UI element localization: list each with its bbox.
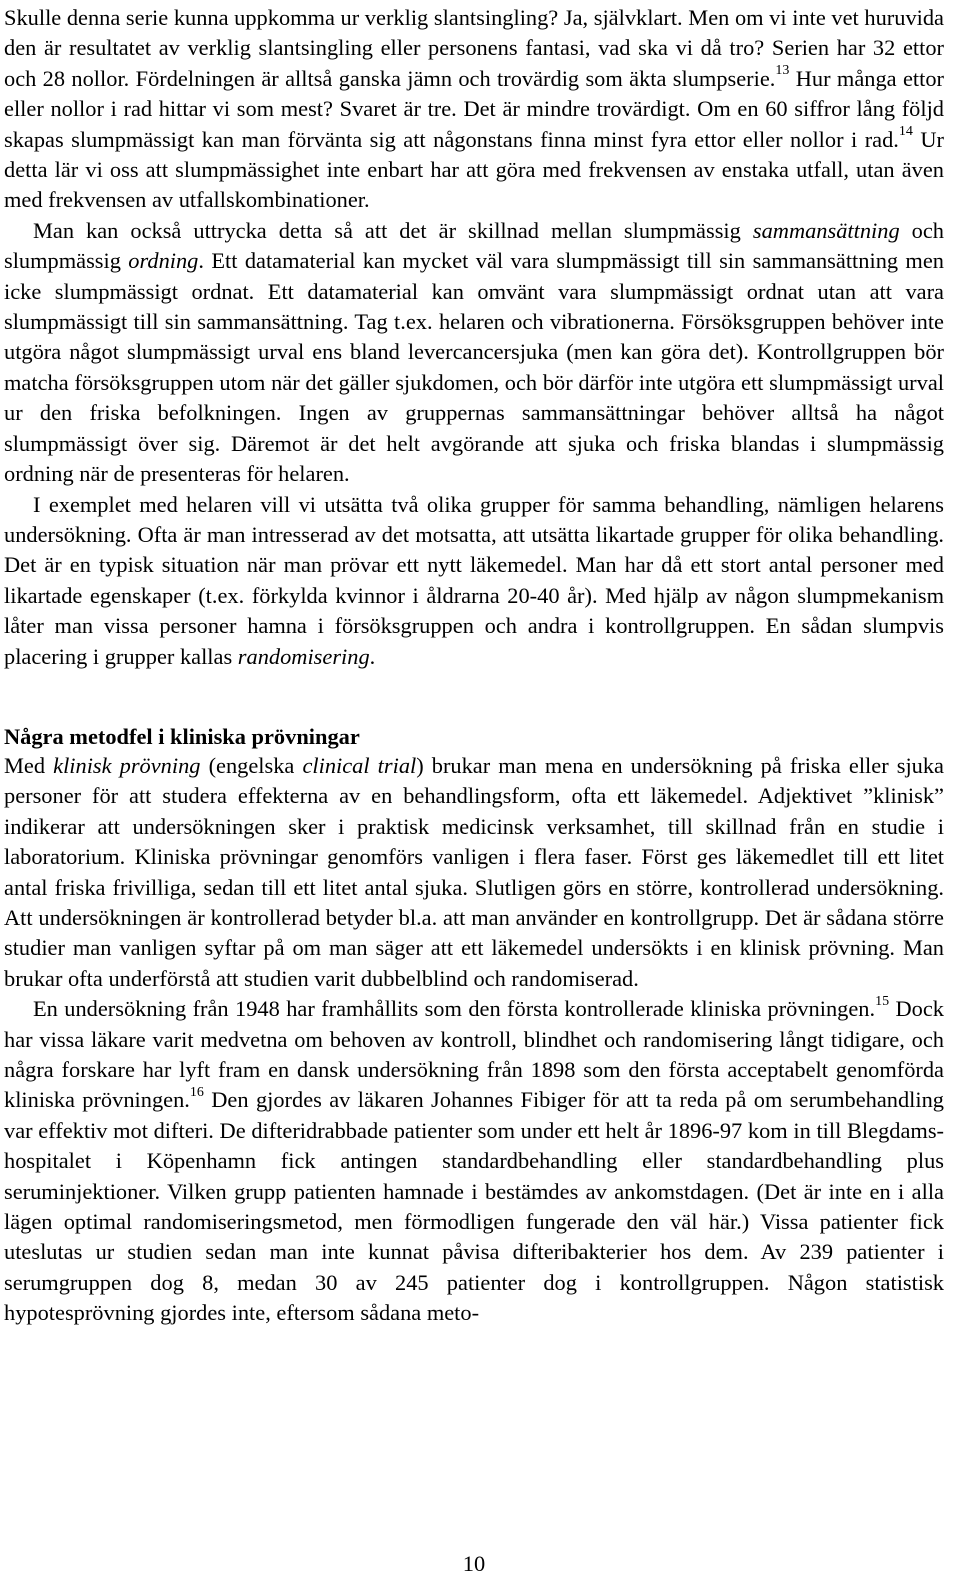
footnote-ref-16[interactable]: 16: [189, 1084, 204, 1100]
paragraph-text: Man kan också uttrycka detta så att det är skillnad mellan slumpmässig: [33, 217, 753, 243]
emphasis-term: randomisering: [237, 643, 370, 669]
emphasis-term: ordning: [128, 248, 199, 274]
section-heading: Några metodfel i kliniska prövningar: [4, 723, 360, 749]
emphasis-term: clinical trial: [302, 752, 417, 778]
footnote-ref-15[interactable]: 15: [875, 993, 890, 1009]
paragraph-fibiger-study: [4, 994, 944, 1328]
paragraph-text: (engelska: [200, 752, 303, 778]
paragraph-slantsingling: [4, 3, 944, 216]
paragraph-text: Med: [4, 752, 54, 778]
paragraph-randomisering: [4, 490, 944, 672]
emphasis-term: sammansättning: [752, 217, 900, 243]
paragraph-text: Den gjordes av läkaren Johannes Fibiger för att ta reda på om serumbehandling var effektiv mot difteri. De difteridrabbade patienter som under ett helt år 1896-97 kom in till Blegdamshospitalet i Köpenhamn fick antingen standardbehandling eller standardbehandling plus seruminjektioner. Vilken grupp patienten hamnade i bestämdes av ankomstdagen. (Det är inte en i alla lägen optimal randomiseringsmetod, men förmodligen fungerade den väl här.) Vissa patienter fick uteslutas ur studien sedan man inte kunnat påvisa difteribakterier hos dem. Av 239 patienter i serumgruppen dog 8, medan 30 av 245 patienter dog i kontrollgruppen. Någon statistisk hypotesprövning gjordes inte, eftersom sådana meto-: [4, 1087, 944, 1326]
paragraph-klinisk-provning: [4, 751, 944, 994]
paragraph-text: En undersökning från 1948 har framhållits som den första kontrollerade kliniska prövningen.: [33, 996, 876, 1022]
paragraph-text: Hur många ettor eller nollor i rad hittar vi som mest? Svaret är tre. Det är mindre trovärdigt. Om en 60 siffror lång följd skapas slumpmässigt kan man förvänta sig att någonstans finna minst fyra ettor eller nollor i rad.: [4, 65, 944, 152]
paragraph-sammansattning-ordning: [4, 216, 944, 490]
page-number: 10: [462, 1551, 486, 1576]
emphasis-term: klinisk prövning: [53, 752, 201, 778]
footnote-ref-13[interactable]: 13: [775, 63, 790, 79]
footnote-ref-14[interactable]: 14: [898, 124, 913, 140]
document-page: [4, 3, 944, 1576]
paragraph-text: .: [369, 643, 376, 669]
paragraph-text: Dock har vissa läkare varit medvetna om behoven av kontroll, blindhet och randomisering långt tidigare, och några forskare har lyft fram en dansk undersökning från 1898 som den första acceptabelt genomförda kliniska prövningen.: [4, 996, 944, 1113]
paragraph-text: och slumpmässig: [4, 217, 944, 274]
paragraph-text: Ur detta lär vi oss att slumpmässighet inte enbart har att göra med frekvensen av enstaka utfall, utan även med frekvensen av utfallskombinationer.: [4, 126, 944, 213]
paragraph-text: . Ett datamaterial kan mycket väl vara slumpmässigt till sin sammansättning men icke slumpmässigt ordnat. Ett datamaterial kan omvänt vara slumpmässigt ordnat utan att vara slumpmässigt till sin sammansättning. Tag t.ex. helaren och vibrationerna. Försöksgruppen behöver inte utgöra något slumpmässigt urval ens bland levercancersjuka (men kan göra det). Kontrollgruppen bör matcha försöksgruppen utom när det gäller sjukdomen, och bör därför inte utgöra ett slumpmässigt urval ur den friska befolkningen. Ingen av gruppernas sammansättningar behöver alltså ha något slumpmässigt över sig. Däremot är det helt avgörande att sjuka och friska blandas i slumpmässig ordning när de presenteras för helaren.: [4, 248, 944, 487]
paragraph-text: I exemplet med helaren vill vi utsätta två olika grupper för samma behandling, nämligen helarens undersökning. Ofta är man intresserad av det motsatta, att utsätta likartade grupper för olika behandling. Det är en typisk situation när man prövar ett nytt läkemedel. Man har då ett stort antal personer med likartade egenskaper (t.ex. förkylda kvinnor i åldrarna 20-40 år). Med hjälp av någon slumpmekanism låter man vissa personer hamna i försöksgruppen och andra i kontrollgruppen. En sådan slumpvis placering i grupper kallas: [4, 491, 944, 669]
paragraph-text: ) brukar man mena en undersökning på friska eller sjuka personer för att studera effekterna av en behandlingsform, ofta ett läkemedel. Adjektivet ”klinisk” indikerar att undersökningen sker i praktisk medicinsk verksamhet, till skillnad från en studie i laboratorium. Kliniska prövningar genomförs vanligen i flera faser. Först ges läkemedlet till ett litet antal friska frivilliga, sedan till ett litet antal sjuka. Slutligen görs en större, kontrollerad undersökning. Att undersökningen är kontrollerad betyder bl.a. att man använder en kontrollgrupp. Det är sådana större studier man vanligen syftar på om man säger att ett läkemedel undersökts i en klinisk prövning. Man brukar ofta underförstå att studien varit dubbelblind och randomiserad.: [4, 752, 944, 991]
paragraph-text: Skulle denna serie kunna uppkomma ur verklig slantsingling? Ja, självklart. Men om vi inte vet huruvida den är resultatet av verklig slantsingling eller personens fantasi, vad ska vi då tro? Serien har 32 ettor och 28 nollor. Fördelningen är alltså ganska jämn och trovärdig som äkta slumpserie.: [4, 5, 944, 91]
